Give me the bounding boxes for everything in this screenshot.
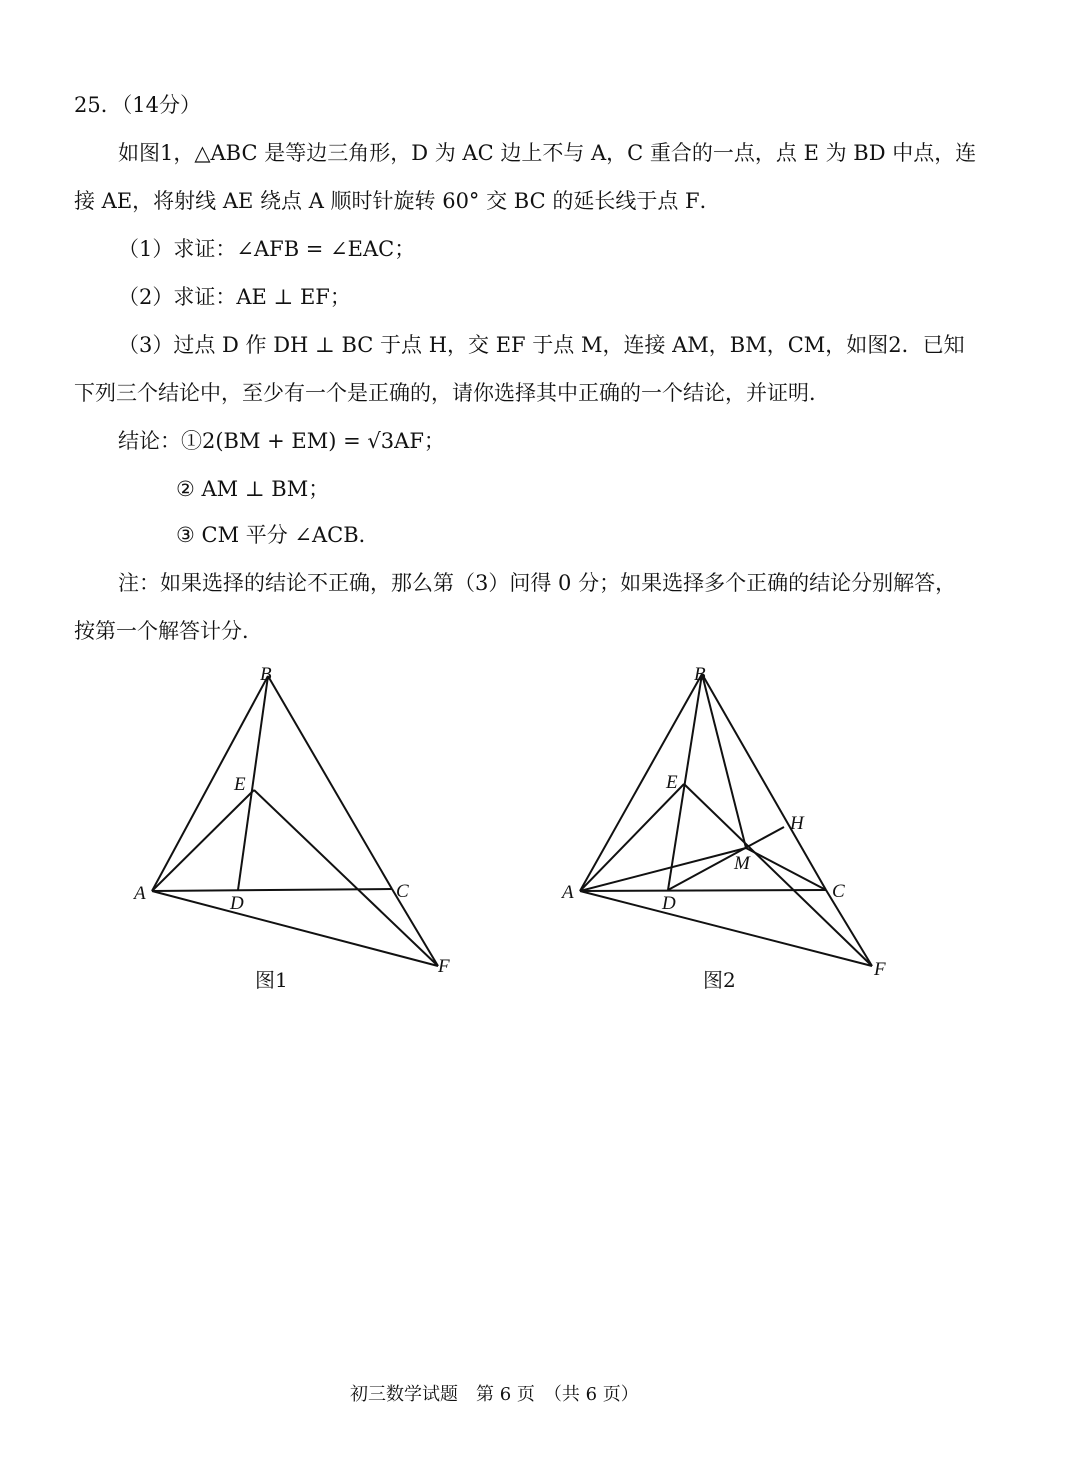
page-footer: 初三数学试题 第 6 页 （共 6 页） — [350, 1384, 639, 1405]
segment-AC — [152, 889, 392, 891]
segment-AM — [580, 848, 746, 891]
figure-1-diagram — [100, 650, 500, 990]
label-D: D — [662, 893, 676, 914]
label-H: H — [790, 813, 804, 834]
conclusion-3: ③ CM 平分 ∠ACB． — [176, 523, 380, 547]
label-E: E — [666, 772, 678, 793]
segment-AF — [152, 891, 438, 966]
label-F: F — [438, 956, 450, 977]
figure-1-caption: 图1 — [255, 968, 288, 992]
conclusion-2: ② AM ⊥ BM； — [176, 477, 330, 501]
part-1: （1）求证：∠AFB = ∠EAC； — [118, 237, 416, 261]
segment-AF — [580, 891, 872, 966]
label-A: A — [134, 883, 146, 904]
segment-AB — [152, 676, 268, 891]
segment-BC — [268, 676, 392, 889]
note-line-1: 注：如果选择的结论不正确，那么第（3）问得 0 分；如果选择多个正确的结论分别解答， — [118, 571, 957, 595]
note-line-2: 按第一个解答计分． — [74, 619, 263, 643]
label-C: C — [832, 881, 845, 902]
label-A: A — [562, 882, 574, 903]
intro-line-1: 如图1，△ABC 是等边三角形，D 为 AC 边上不与 A，C 重合的一点，点 E 为 BD 中点，连 — [118, 141, 977, 165]
label-M: M — [734, 853, 750, 874]
segment-EF — [684, 784, 872, 966]
segment-AB — [580, 674, 702, 891]
label-B: B — [694, 664, 706, 685]
label-D: D — [230, 893, 244, 914]
question-number: 25．（14分） — [74, 93, 201, 117]
intro-line-2: 接 AE，将射线 AE 绕点 A 顺时针旋转 60° 交 BC 的延长线于点 F． — [74, 189, 721, 213]
part-3-line-1: （3）过点 D 作 DH ⊥ BC 于点 H，交 EF 于点 M，连接 AM，BM，CM，如图2．已知 — [118, 333, 965, 357]
label-E: E — [234, 774, 246, 795]
segment-EF — [254, 790, 438, 966]
label-B: B — [260, 664, 272, 685]
label-F: F — [874, 959, 886, 980]
part-3-line-2: 下列三个结论中，至少有一个是正确的，请你选择其中正确的一个结论，并证明． — [74, 381, 830, 405]
figure-2-diagram — [540, 650, 940, 990]
segment-AE — [152, 790, 254, 891]
segment-AC — [580, 890, 826, 891]
figure-2-caption: 图2 — [703, 968, 736, 992]
conclusion-1: 结论：①2(BM + EM) = √3AF； — [118, 429, 445, 453]
part-2: （2）求证：AE ⊥ EF； — [118, 285, 351, 309]
label-C: C — [396, 881, 409, 902]
